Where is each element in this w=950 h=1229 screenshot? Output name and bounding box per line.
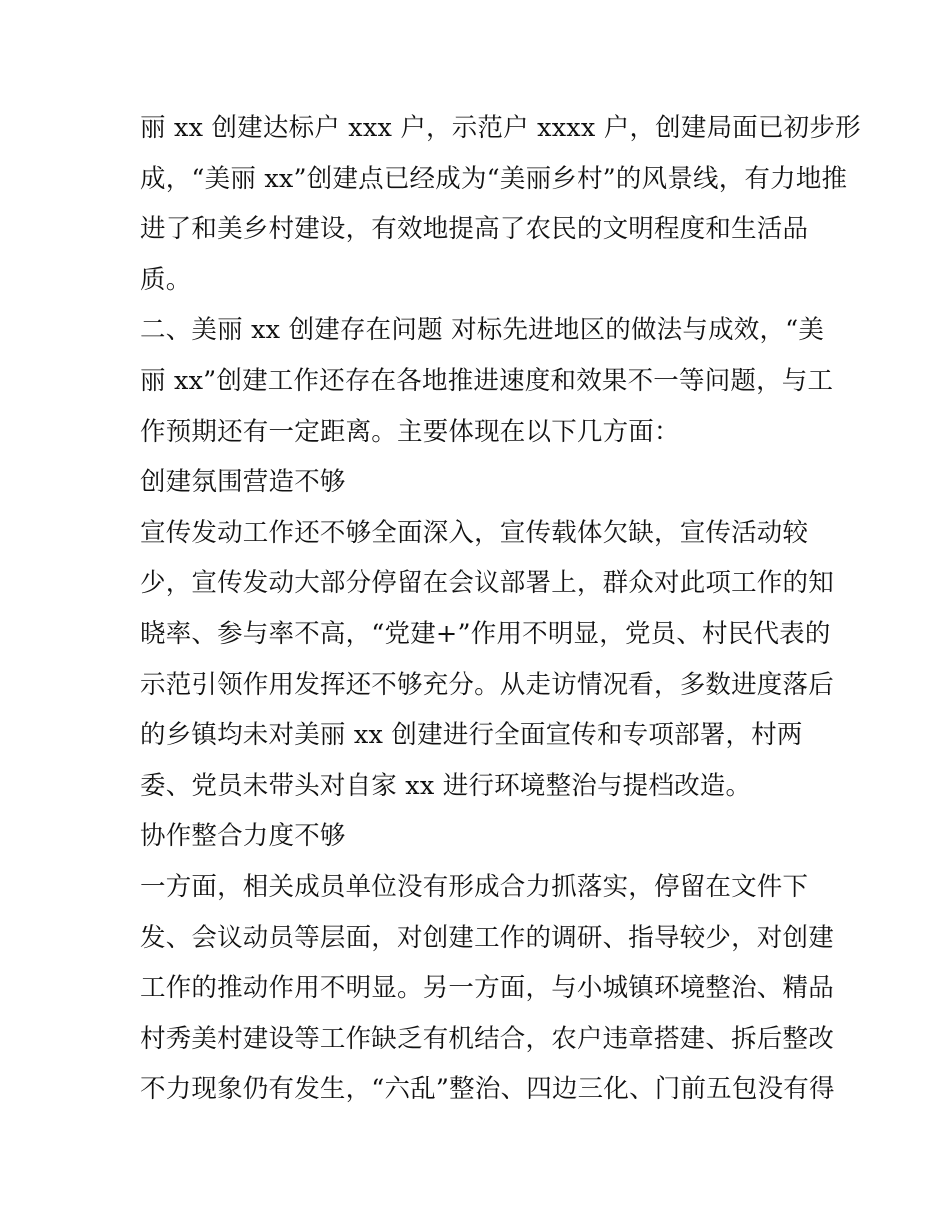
- section-heading: 二、美丽 xx 创建存在问题 对标先进地区的做法与成效，“美: [140, 315, 825, 346]
- text-line: 的乡镇均未对美丽 xx 创建进行全面宣传和专项部署，村两: [140, 720, 803, 751]
- text-line: 晓率、参与率不高，“党建+”作用不明显，党员、村民代表的: [140, 618, 831, 649]
- text-line: 少，宣传发动大部分停留在会议部署上，群众对此项工作的知: [140, 568, 834, 599]
- text-line: 丽 xx 创建达标户 xxx 户，示范户 xxxx 户，创建局面已初步形: [140, 113, 861, 143]
- subsection-heading: 创建氛围营造不够: [140, 467, 346, 498]
- text-line: 质。: [140, 264, 192, 295]
- text-line: 示范引领作用发挥还不够充分。从走访情况看，多数进度落后: [140, 669, 834, 700]
- subsection-heading: 协作整合力度不够: [140, 821, 346, 852]
- text-line: 作预期还有一定距离。主要体现在以下几方面：: [140, 416, 680, 447]
- text-line: 宣传发动工作还不够全面深入，宣传载体欠缺，宣传活动较: [140, 517, 809, 548]
- document-body: [140, 103, 861, 1115]
- text-line: 不力现象仍有发生，“六乱”整治、四边三化、门前五包没有得: [140, 1074, 835, 1105]
- text-line: 丽 xx”创建工作还存在各地推进速度和效果不一等问题，与工: [140, 365, 834, 396]
- text-line: 一方面，相关成员单位没有形成合力抓落实，停留在文件下: [140, 871, 809, 902]
- text-line: 委、党员未带头对自家 xx 进行环境整治与提档改造。: [140, 770, 752, 801]
- text-line: 进了和美乡村建设，有效地提高了农民的文明程度和生活品: [140, 214, 809, 245]
- text-line: 成，“美丽 xx”创建点已经成为“美丽乡村”的风景线，有力地推: [140, 163, 848, 194]
- text-line: 村秀美村建设等工作缺乏有机结合，农户违章搭建、拆后整改: [140, 1023, 834, 1054]
- text-line: 发、会议动员等层面，对创建工作的调研、指导较少，对创建: [140, 922, 834, 953]
- text-line: 工作的推动作用不明显。另一方面，与小城镇环境整治、精品: [140, 973, 834, 1004]
